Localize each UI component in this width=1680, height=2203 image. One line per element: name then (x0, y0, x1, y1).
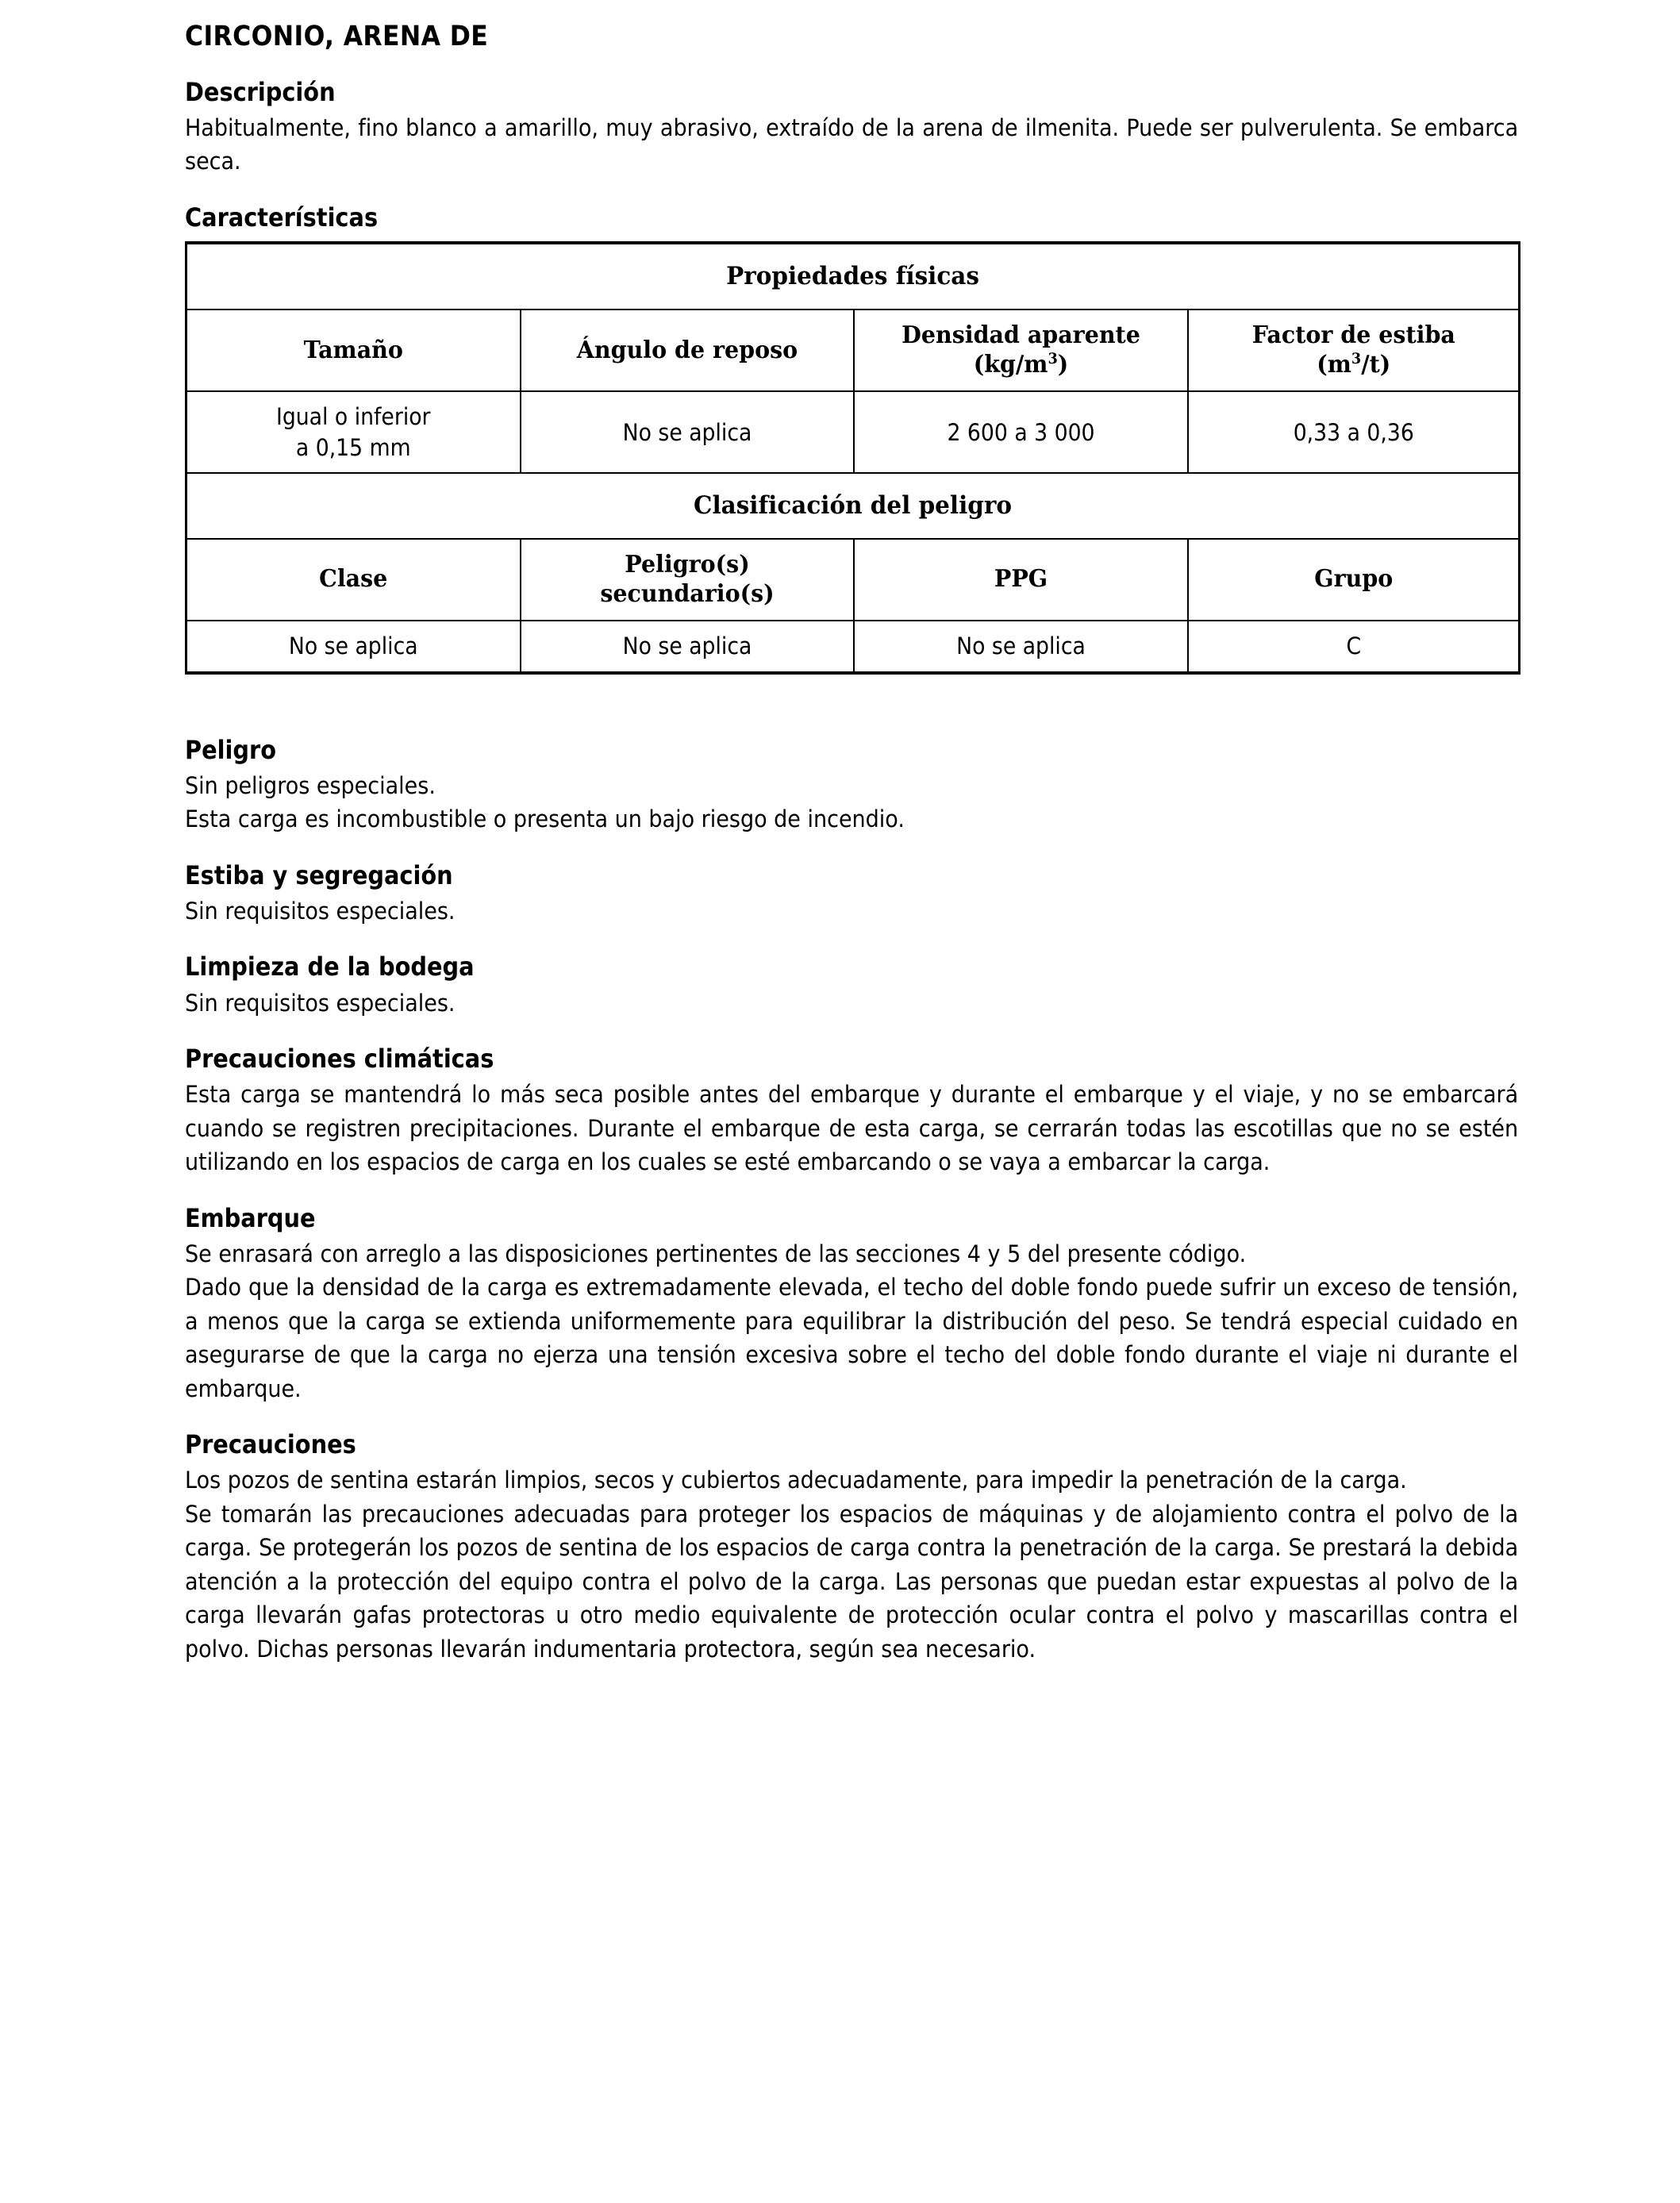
value-tamano-line2: a 0,15 mm (295, 433, 411, 461)
header-factor-line1: Factor de estiba (1251, 321, 1455, 350)
header-factor-unit-post: /t) (1360, 350, 1390, 379)
cell-value-grupo (1188, 621, 1520, 672)
heading-estiba-segregacion: Estiba y segregación (185, 859, 453, 890)
section-limpieza-bodega (185, 953, 1518, 1020)
header-angulo-label: Ángulo de reposo (576, 336, 798, 364)
heading-peligro: Peligro (185, 734, 276, 765)
table-spacer (185, 675, 1518, 705)
section-caracteristicas (185, 204, 1518, 705)
cell-header-factor (1188, 309, 1520, 391)
value-peligro-secundario: No se aplica (622, 632, 752, 660)
cell-header-tamano (186, 309, 521, 391)
cell-header-peligro-secundario (521, 539, 854, 621)
cell-header-grupo (1188, 539, 1520, 621)
header-clase-label: Clase (319, 565, 388, 594)
paragraph-estiba-segregacion-1: Sin requisitos especiales. (185, 897, 456, 925)
header-factor-unit-sup: 3 (1351, 350, 1361, 367)
header-densidad-unit-post: ) (1057, 350, 1068, 379)
cell-physical-band (186, 243, 1520, 309)
section-estiba-segregacion (185, 859, 1518, 928)
properties-table (185, 241, 1520, 675)
cell-value-ppg (854, 621, 1188, 672)
section-peligro (185, 736, 1518, 836)
header-ppg-label: PPG (994, 565, 1048, 594)
header-densidad-unit-sup: 3 (1047, 350, 1058, 367)
table-row-hazard-headers (186, 539, 1520, 621)
header-peligro-line1: Peligro(s) (624, 551, 750, 579)
heading-descripcion: Descripción (185, 76, 336, 107)
header-densidad-line1: Densidad aparente (901, 321, 1140, 350)
section-descripcion (185, 76, 1519, 179)
header-densidad-unit-pre: (kg/m (973, 350, 1048, 379)
heading-precauciones-climaticas: Precauciones climáticas (185, 1044, 494, 1075)
cell-value-factor (1188, 391, 1520, 473)
paragraph-embarque-2: Dado que la densidad de la carga es extremadamente elevada, el techo del doble fondo puede sufrir un exceso de tensión, a menos que la carga se extienda uniformemente para equilibrar la distribución del peso. Se tendrá especial cuidado en asegurarse de que la carga no ejerza una tensión excesiva sobre el techo del doble fondo durante el viaje ni durante el embarque. (185, 1274, 1519, 1402)
page-title: CIRCONIO, ARENA DE (185, 21, 489, 52)
cell-value-tamano (186, 391, 521, 473)
value-densidad: 2 600 a 3 000 (946, 418, 1095, 446)
table-row-physical-band (186, 243, 1520, 309)
value-grupo: C (1345, 632, 1361, 660)
table-row-physical-values (186, 391, 1520, 473)
heading-embarque: Embarque (185, 1202, 316, 1233)
paragraph-descripcion-1: Habitualmente, fino blanco a amarillo, muy abrasivo, extraído de la arena de ilmenita. Puede ser pulverulenta. Se embarca seca. (185, 113, 1519, 175)
hazard-band-label: Clasificación del peligro (694, 490, 1013, 520)
cell-header-angulo (521, 309, 854, 391)
value-factor: 0,33 a 0,36 (1293, 418, 1414, 446)
cell-value-angulo (521, 391, 854, 473)
section-precauciones-climaticas (185, 1045, 1518, 1179)
paragraph-precauciones-1: Los pozos de sentina estarán limpios, secos y cubiertos adecuadamente, para impedir la penetración de la carga. (185, 1467, 1407, 1494)
header-grupo-label: Grupo (1313, 565, 1393, 594)
header-factor-unit-pre: (m (1316, 350, 1351, 379)
paragraph-precauciones-climaticas-1: Esta carga se mantendrá lo más seca posible antes del embarque y durante el embarque y el viaje, y no se embarcará cuando se registren precipitaciones. Durante el embarque de esta carga, se cerrarán todas las escotillas que no se estén utilizando en los espacios de carga en los cuales se esté embarcando o se vaya a embarcar la carga. (185, 1081, 1519, 1176)
header-peligro-secundario-label (529, 540, 844, 620)
paragraph-embarque-1: Se enrasará con arreglo a las disposiciones pertinentes de las secciones 4 y 5 del presente código. (185, 1240, 1247, 1267)
page-content (185, 22, 1518, 1697)
value-angulo: No se aplica (622, 418, 752, 446)
header-peligro-line2: secundario(s) (599, 579, 775, 608)
physical-band-label: Propiedades físicas (726, 262, 979, 291)
cell-header-ppg (854, 539, 1188, 621)
paragraph-peligro-1: Sin peligros especiales. (185, 771, 436, 799)
section-precauciones (185, 1431, 1518, 1666)
section-embarque (185, 1202, 1519, 1406)
paragraph-limpieza-bodega-1: Sin requisitos especiales. (185, 989, 456, 1017)
value-tamano (201, 392, 506, 472)
paragraph-peligro-2: Esta carga es incombustible o presenta un bajo riesgo de incendio. (185, 805, 905, 833)
table-row-hazard-values (186, 621, 1520, 672)
value-tamano-line1: Igual o inferior (275, 403, 431, 431)
cell-value-peligro-secundario (521, 621, 854, 672)
header-tamano-label: Tamaño (303, 336, 403, 364)
cell-header-densidad (854, 309, 1188, 391)
heading-caracteristicas: Características (185, 202, 379, 233)
cell-value-clase (186, 621, 521, 672)
heading-limpieza-bodega: Limpieza de la bodega (185, 952, 475, 982)
paragraph-precauciones-2: Se tomarán las precauciones adecuadas para proteger los espacios de máquinas y de alojamiento contra el polvo de la carga. Se protegerán los pozos de sentina de los espacios de carga contra la penetración de la carga. Se prestará la debida atención a la protección del equipo contra el polvo de la carga. Las personas que puedan estar expuestas al polvo de la carga llevarán gafas protectoras u otro medio equivalente de protección ocular contra el polvo y mascarillas contra el polvo. Dichas personas llevarán indumentaria protectora, según sea necesario. (185, 1500, 1519, 1663)
cell-hazard-band (186, 473, 1520, 539)
value-clase: No se aplica (288, 632, 418, 660)
table-row-physical-headers (186, 309, 1520, 391)
header-factor-label (1197, 310, 1510, 390)
cell-header-clase (186, 539, 521, 621)
cell-value-densidad (854, 391, 1188, 473)
header-densidad-label (863, 310, 1178, 390)
heading-precauciones: Precauciones (185, 1429, 356, 1460)
value-ppg: No se aplica (955, 632, 1086, 660)
table-row-hazard-band (186, 473, 1520, 539)
